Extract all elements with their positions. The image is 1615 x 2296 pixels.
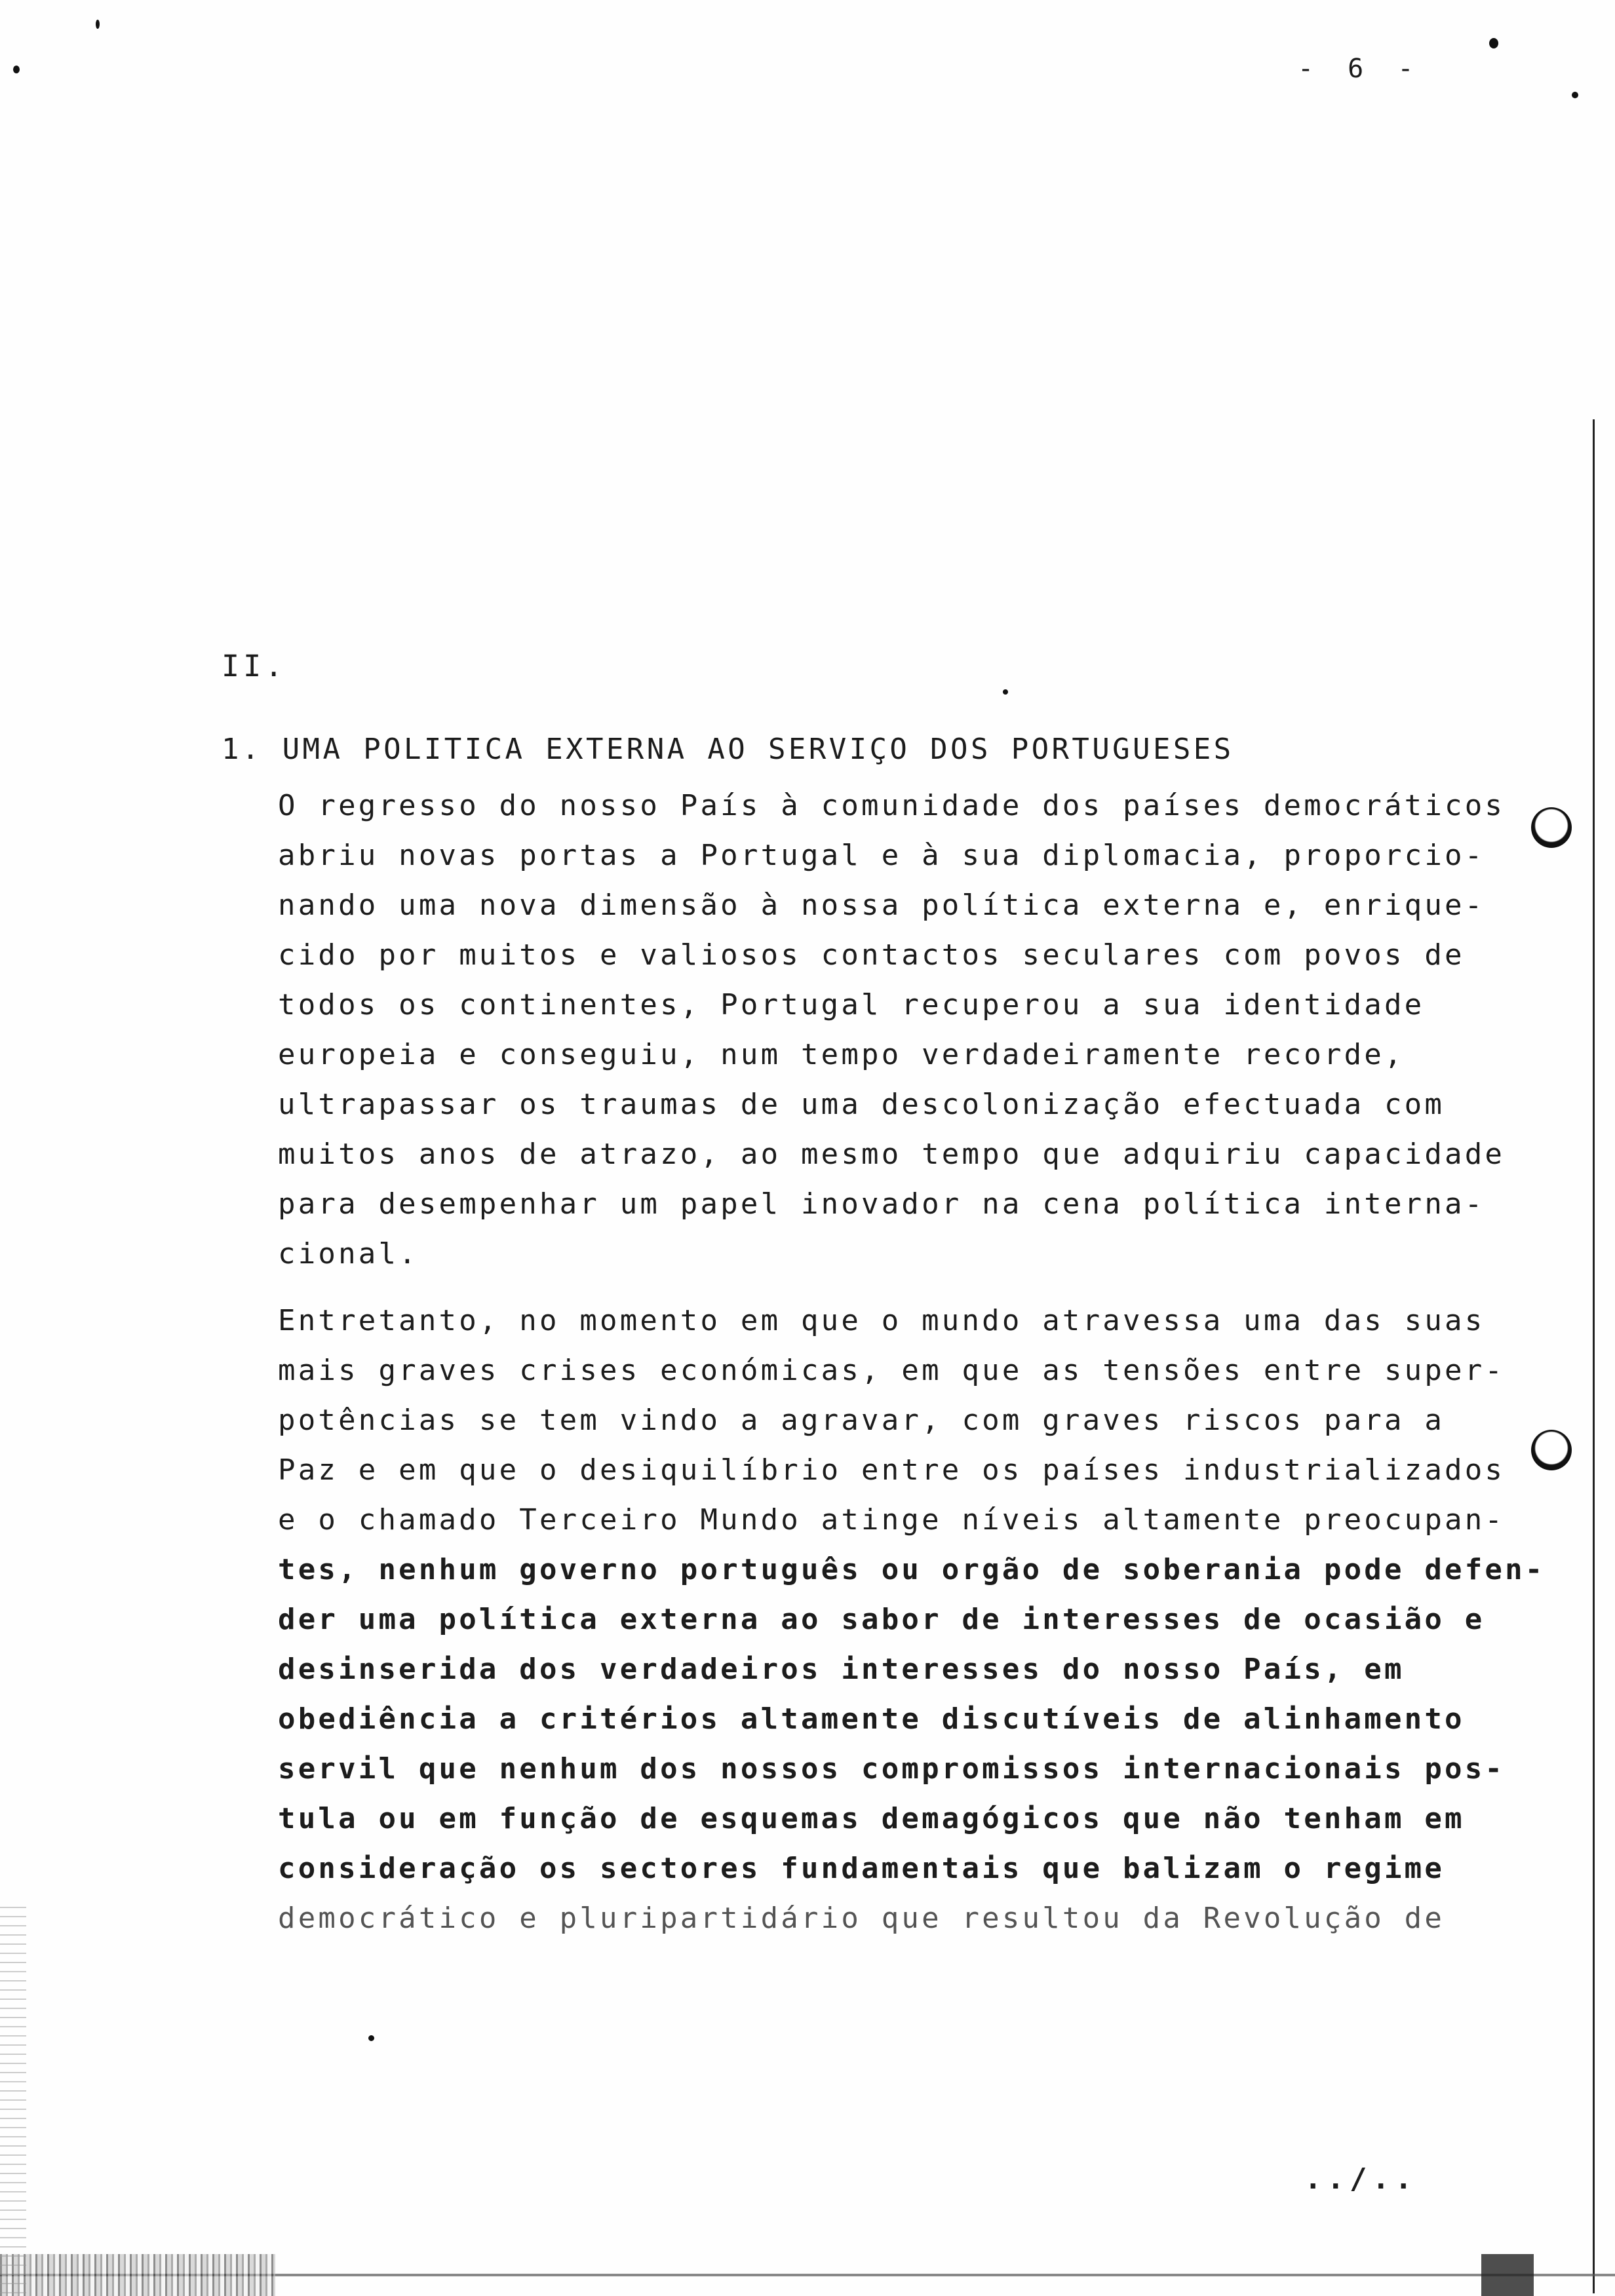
text-line: tula ou em função de esquemas demagógicos que não tenham em [278,1802,1465,1835]
text-line: desinserida dos verdadeiros interesses do nosso País, em [278,1653,1405,1686]
text-line: der uma política externa ao sabor de interesses de ocasião e [278,1603,1485,1636]
scan-speck [368,2035,374,2041]
text-line: Paz e em que o desiquilíbrio entre os países industrializados [278,1453,1506,1487]
scan-noise-bottom-left [0,2254,275,2296]
text-line: obediência a critérios altamente discutíveis de alinhamento [278,1702,1465,1736]
page-number: - 6 - [1298,54,1423,84]
scan-speck [1572,92,1578,98]
text-line: democrático e pluripartidário que resultou da Revolução de [278,1902,1445,1935]
text-line: consideração os sectores fundamentais que balizam o regime [278,1852,1445,1885]
text-line: abriu novas portas a Portugal e à sua diplomacia, proporcio- [278,839,1485,872]
scan-speck [13,66,20,73]
punch-hole-bottom [1531,1430,1572,1470]
text-line: ultrapassar os traumas de uma descolonização efectuada com [278,1088,1445,1121]
scan-noise-left [0,1900,26,2293]
text-line: mais graves crises económicas, em que as tensões entre super- [278,1354,1506,1387]
text-line: e o chamado Terceiro Mundo atinge níveis altamente preocupan- [278,1503,1506,1537]
continuation-mark: ../.. [1304,2162,1418,2196]
text-line: europeia e conseguiu, num tempo verdadeiramente recorde, [278,1038,1405,1071]
text-line: O regresso do nosso País à comunidade dos países democráticos [278,789,1506,822]
text-line: para desempenhar um papel inovador na cena política interna- [278,1187,1485,1221]
scan-noise-bottom-right [1481,2254,1534,2296]
paragraph-2 [278,1296,1546,1943]
section-number: II. [222,649,287,683]
text-line: Entretanto, no momento em que o mundo atravessa uma das suas [278,1304,1485,1337]
scan-speck [96,20,100,29]
text-line: cido por muitos e valiosos contactos seculares com povos de [278,938,1465,972]
section-heading: 1. UMA POLITICA EXTERNA AO SERVIÇO DOS PORTUGUESES [222,733,1234,766]
scan-speck [1003,689,1008,695]
text-line: muitos anos de atrazo, ao mesmo tempo que adquiriu capacidade [278,1138,1506,1171]
scan-edge-right [1593,419,1595,2293]
text-line: nando uma nova dimensão à nossa política externa e, enrique- [278,889,1485,922]
text-line: cional. [278,1237,419,1271]
text-line: potências se tem vindo a agravar, com graves riscos para a [278,1404,1445,1437]
text-line: tes, nenhum governo português ou orgão de soberania pode defen- [278,1553,1546,1586]
punch-hole-top [1531,807,1572,848]
text-line: servil que nenhum dos nossos compromissos internacionais pos- [278,1752,1506,1786]
paragraph-1 [278,781,1523,1279]
scan-speck [1489,38,1498,48]
text-line: todos os continentes, Portugal recuperou a sua identidade [278,988,1425,1022]
